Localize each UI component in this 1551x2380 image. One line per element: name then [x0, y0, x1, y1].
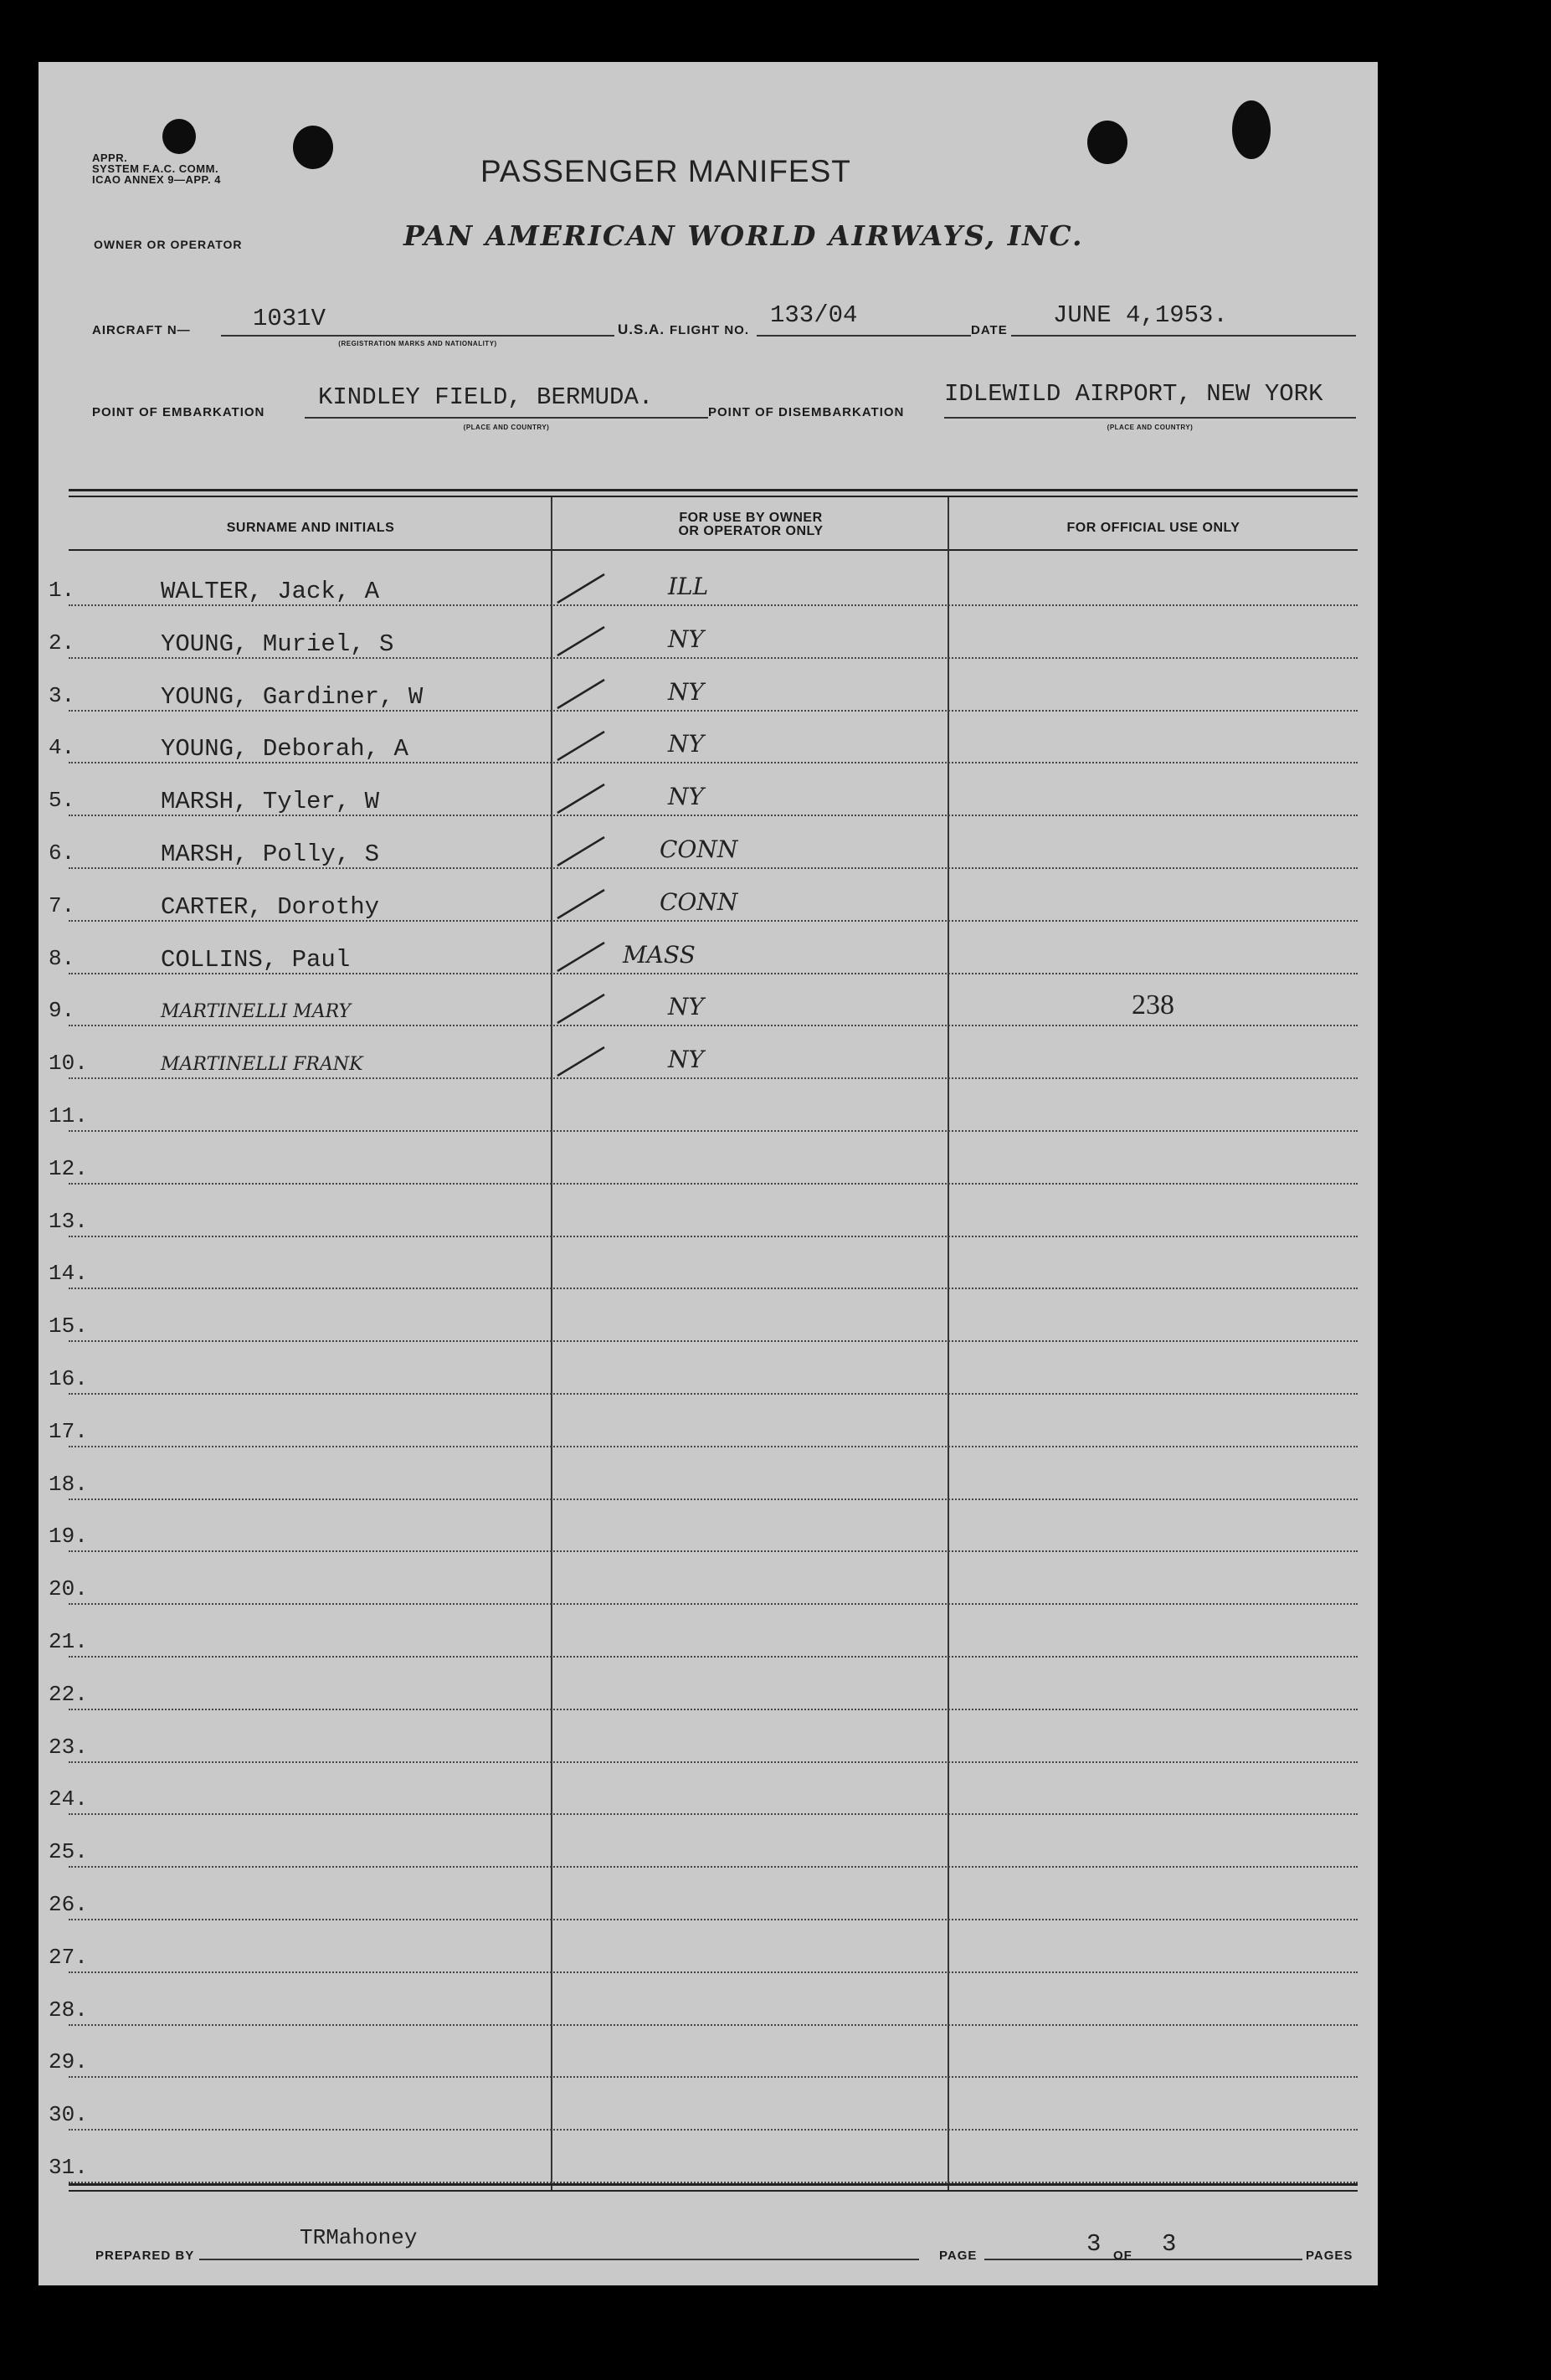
punch-hole — [1232, 100, 1271, 159]
row-number: 6. — [49, 840, 75, 866]
passenger-name: WALTER, Jack, A — [161, 578, 380, 605]
row-line — [69, 1077, 1358, 1079]
date-value: JUNE 4,1953. — [1053, 301, 1228, 329]
row-number: 10. — [49, 1051, 88, 1077]
column-header-owner-use-1: FOR USE BY OWNER — [679, 511, 823, 525]
pages-label: PAGES — [1306, 2249, 1353, 2263]
row-line — [69, 1813, 1358, 1815]
registration-note: (REGISTRATION MARKS AND NATIONALITY) — [338, 340, 497, 347]
row-number: 13. — [49, 1208, 88, 1234]
row-number: 26. — [49, 1892, 88, 1917]
row-line — [69, 1709, 1358, 1710]
column-header-owner-use-2: OR OPERATOR ONLY — [678, 524, 824, 538]
state-entry: NY — [668, 1046, 704, 1074]
row-number: 1. — [49, 578, 75, 603]
row-number: 20. — [49, 1576, 88, 1602]
approval-line: ICAO ANNEX 9—APP. 4 — [92, 173, 221, 186]
usa-label: U.S.A. — [618, 321, 665, 337]
check-mark-icon — [552, 675, 611, 717]
prepared-value: TRMahoney — [300, 2225, 418, 2250]
row-number: 18. — [49, 1471, 88, 1497]
disembark-value: IDLEWILD AIRPORT, NEW YORK — [944, 380, 1323, 408]
state-entry: CONN — [660, 835, 738, 863]
row-line — [69, 2076, 1358, 2078]
column-header-official: FOR OFFICIAL USE ONLY — [1066, 521, 1240, 535]
state-entry: NY — [668, 677, 704, 706]
row-number: 27. — [49, 1944, 88, 1970]
approval-line: SYSTEM F.A.C. COMM. — [92, 162, 219, 175]
official-entry: 238 — [1132, 990, 1174, 1021]
owner-label: OWNER OR OPERATOR — [94, 238, 243, 251]
disembark-note: (PLACE AND COUNTRY) — [1107, 424, 1194, 431]
state-entry: NY — [668, 625, 704, 653]
check-mark-icon — [552, 779, 611, 821]
row-number: 15. — [49, 1313, 88, 1339]
row-number: 29. — [49, 2049, 88, 2075]
row-number: 12. — [49, 1155, 88, 1181]
of-label: OF — [1113, 2249, 1132, 2263]
check-mark-icon — [552, 727, 611, 768]
punch-hole — [1087, 121, 1127, 164]
airline-name: PAN AMERICAN WORLD AIRWAYS, INC. — [403, 219, 1084, 252]
embark-note: (PLACE AND COUNTRY) — [463, 424, 550, 431]
row-number: 23. — [49, 1734, 88, 1760]
page-title: PASSENGER MANIFEST — [480, 154, 851, 188]
row-line — [69, 1550, 1358, 1552]
row-line — [69, 1603, 1358, 1605]
state-entry: NY — [668, 993, 704, 1021]
aircraft-value: 1031V — [253, 305, 326, 332]
row-line — [69, 1393, 1358, 1395]
row-line — [69, 1866, 1358, 1868]
passenger-name: MARSH, Polly, S — [161, 840, 380, 868]
page-value: 3 — [1086, 2230, 1102, 2258]
row-line — [69, 2129, 1358, 2131]
row-line — [69, 1971, 1358, 1973]
check-mark-icon — [552, 569, 611, 611]
row-line — [69, 1025, 1358, 1026]
row-number: 4. — [49, 735, 75, 761]
passenger-name: COLLINS, Paul — [161, 945, 351, 974]
row-number: 3. — [49, 682, 75, 708]
punch-hole — [293, 126, 333, 169]
row-number: 31. — [49, 2155, 88, 2180]
row-number: 5. — [49, 788, 75, 814]
check-mark-icon — [552, 832, 611, 874]
check-mark-icon — [552, 1042, 611, 1084]
row-line — [69, 2024, 1358, 2026]
of-value: 3 — [1162, 2230, 1177, 2258]
state-entry: CONN — [660, 887, 738, 916]
state-entry: MASS — [623, 940, 696, 969]
check-mark-icon — [552, 938, 611, 979]
row-line — [69, 1919, 1358, 1920]
punch-hole — [162, 119, 196, 154]
row-line — [69, 1761, 1358, 1763]
date-label: DATE — [971, 323, 1008, 337]
passenger-name: MARTINELLI FRANK — [161, 1054, 363, 1076]
passenger-name: YOUNG, Gardiner, W — [161, 682, 424, 711]
row-line — [69, 1340, 1358, 1342]
row-line — [69, 1236, 1358, 1237]
row-number: 8. — [49, 945, 75, 971]
page-label: PAGE — [939, 2249, 978, 2263]
passenger-name: MARTINELLI MARY — [161, 1001, 351, 1023]
row-number: 7. — [49, 892, 75, 918]
check-mark-icon — [552, 990, 611, 1031]
passenger-name: CARTER, Dorothy — [161, 892, 380, 921]
aircraft-label: AIRCRAFT N— — [92, 323, 191, 337]
embark-label: POINT OF EMBARKATION — [92, 405, 265, 419]
flight-label: FLIGHT NO. — [670, 323, 749, 337]
passenger-name: YOUNG, Muriel, S — [161, 630, 394, 658]
row-number: 25. — [49, 1839, 88, 1865]
disembark-label: POINT OF DISEMBARKATION — [708, 405, 905, 419]
flight-value: 133/04 — [770, 301, 858, 329]
row-line — [69, 1656, 1358, 1658]
prepared-label: PREPARED BY — [95, 2249, 195, 2263]
row-number: 21. — [49, 1629, 88, 1654]
row-number: 11. — [49, 1103, 88, 1128]
row-number: 22. — [49, 1681, 88, 1707]
row-line — [69, 1130, 1358, 1132]
row-number: 17. — [49, 1418, 88, 1444]
passenger-name: YOUNG, Deborah, A — [161, 735, 408, 763]
state-entry: NY — [668, 730, 704, 758]
row-number: 16. — [49, 1366, 88, 1391]
approval-line: APPR. — [92, 152, 128, 164]
check-mark-icon — [552, 885, 611, 927]
row-number: 19. — [49, 1524, 88, 1550]
row-number: 28. — [49, 1997, 88, 2023]
row-number: 24. — [49, 1786, 88, 1812]
column-header-surname: SURNAME AND INITIALS — [226, 521, 395, 535]
embark-value: KINDLEY FIELD, BERMUDA. — [318, 383, 654, 411]
passenger-name: MARSH, Tyler, W — [161, 788, 380, 816]
state-entry: ILL — [668, 573, 709, 600]
row-number: 14. — [49, 1261, 88, 1287]
state-entry: NY — [668, 783, 704, 811]
row-number: 9. — [49, 998, 75, 1024]
row-line — [69, 1183, 1358, 1185]
manifest-page — [39, 62, 1378, 2285]
row-number: 2. — [49, 630, 75, 655]
row-line — [69, 1288, 1358, 1289]
row-number: 30. — [49, 2102, 88, 2128]
row-line — [69, 1498, 1358, 1500]
row-line — [69, 1446, 1358, 1447]
check-mark-icon — [552, 622, 611, 664]
